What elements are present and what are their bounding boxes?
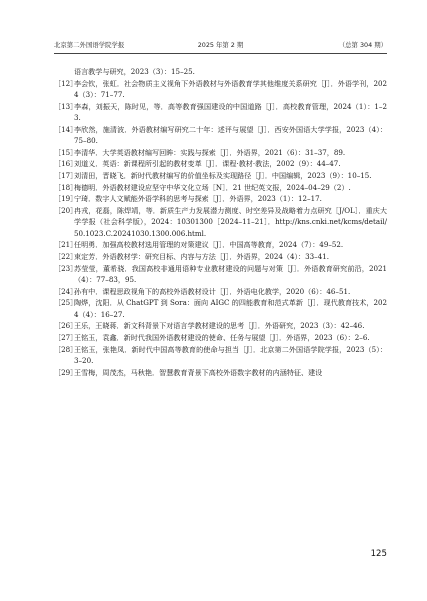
reference-item	[54, 101, 387, 124]
reference-number: ［28］	[54, 344, 78, 354]
reference-text: 王铭玉，张艳凤．新时代中国高等教育的使命与担当［J］．北京第二外国语学院学报，2023（5）：3–20.	[74, 344, 387, 366]
reference-item	[54, 66, 387, 77]
reference-number: ［16］	[54, 159, 78, 169]
reference-text: 冉戎，花磊，陈焊靖，等．新质生产力发展潜力测度、时空差异及战略着力点研究［J/OL］．重庆大学学报（社会科学版），2024：10301300［2024–11–21］．http://kns.cnki.net/kcms/detail/50.1023.C.20241030.1300.006.html.	[74, 206, 387, 238]
reference-number: ［26］	[54, 321, 78, 331]
reference-item	[54, 367, 387, 378]
reference-item	[54, 251, 387, 262]
running-header	[54, 40, 387, 54]
reference-text: 语言教学与研究，2023（3）：15–25.	[74, 67, 195, 76]
reference-number: ［27］	[54, 333, 78, 343]
page-number: 125	[370, 549, 387, 559]
reference-list	[54, 66, 387, 378]
reference-text: 陶烨，沈阳．从 ChatGPT 到 Sora：面向 AIGC 的四能教育和范式革新［J］．现代教育技术，2024（4）：16–27.	[74, 298, 387, 319]
total-issue-label: （总第 304 期）	[338, 41, 387, 49]
reference-item	[54, 286, 387, 297]
reference-item	[54, 205, 387, 239]
reference-item	[54, 263, 387, 286]
reference-item	[54, 78, 387, 101]
reference-number: ［12］	[54, 78, 78, 88]
reference-number: ［15］	[54, 147, 78, 157]
reference-text: 李会钦，张虹．社会物质主义视角下外语教材与外语教育学其他维度关系研究［J］．外语学刊，2024（3）：71–77.	[74, 78, 387, 99]
reference-text: 李欣然，施清波．外语教材编写研究二十年：述评与展望［J］．西安外国语大学学报，2023（4）：75–80.	[74, 124, 387, 145]
reference-number: ［25］	[54, 298, 78, 308]
reference-number: ［20］	[54, 206, 78, 216]
reference-number: ［13］	[54, 101, 78, 111]
reference-item	[54, 239, 387, 250]
reference-text: 李森，刘振天，陈时见，等．高等教育强国建设的中国道路［J］．高校教育管理，2024（1）：1–23.	[74, 101, 387, 122]
reference-item	[54, 158, 387, 169]
reference-number: ［19］	[54, 194, 78, 204]
reference-number: ［24］	[54, 286, 78, 296]
reference-number: ［29］	[54, 367, 78, 377]
reference-text: 苏莹莹，董希骁．我国高校非通用语种专业教材建设的问题与对策［J］．外语教育研究前沿，2021（4）：77–83，95.	[74, 263, 387, 285]
reference-item	[54, 193, 387, 204]
issue-label: 2025 年第 2 期	[197, 41, 244, 49]
header-divider	[54, 53, 387, 54]
reference-item	[54, 344, 387, 367]
reference-text: 孙有中．课程思政视角下的高校外语教材设计［J］．外语电化教学，2020（6）：46–51.	[74, 286, 351, 296]
reference-item	[54, 320, 387, 331]
journal-title: 北京第二外国语学院学报	[54, 41, 125, 49]
reference-text: 刘清田，晋晓飞．新时代教材编写的价值坐标及实现路径［J］．中国编辑，2023（9）：10–15.	[74, 171, 372, 181]
reference-text: 任明勇．加强高校教材选用管理的对策建议［J］．中国高等教育，2024（7）：49–52.	[74, 240, 344, 250]
reference-text: 王乐，王晓蒋．新文科背景下对语言学教材建设的思考［J］．外语研究，2023（3）：42–46.	[74, 321, 365, 331]
reference-number: ［14］	[54, 124, 78, 134]
reference-item	[54, 182, 387, 193]
reference-number: ［17］	[54, 171, 78, 181]
reference-text: 宁琦．数字人文赋能外语学科的思考与探索［J］．外语界，2023（1）：12–17.	[74, 194, 322, 204]
reference-item	[54, 297, 387, 320]
reference-number: ［22］	[54, 252, 78, 262]
reference-item	[54, 170, 387, 181]
reference-number: ［21］	[54, 240, 78, 250]
reference-text: 王雪梅，周茂杰，马秋艳．智慧教育背景下高校外语数字教材的内涵特征、建设	[74, 367, 323, 377]
reference-item	[54, 147, 387, 158]
reference-text: 王铭玉，袁鑫．新时代我国外语教材建设的使命、任务与展望［J］．外语界，2023（6）：2–6.	[74, 333, 370, 343]
reference-item	[54, 124, 387, 147]
reference-text: 梅德明．外语教材建设应坚守中华文化立场［N］．21 世纪英文报，2024–04–29（2）.	[74, 182, 351, 192]
reference-item	[54, 332, 387, 343]
reference-text: 李清华．大学英语教材编写回眸：实践与探索［J］．外语界，2021（6）：31–37，89.	[74, 147, 346, 157]
reference-number: ［18］	[54, 182, 78, 192]
reference-text: 刘道义．英语：新课程所引起的教材变革［J］．课程·教材·教法，2002（9）：44–47.	[74, 159, 341, 169]
reference-text: 束定芳．外语教材学：研究目标、内容与方法［J］．外语界，2024（4）：33–41.	[74, 252, 329, 262]
reference-number: ［23］	[54, 263, 78, 273]
